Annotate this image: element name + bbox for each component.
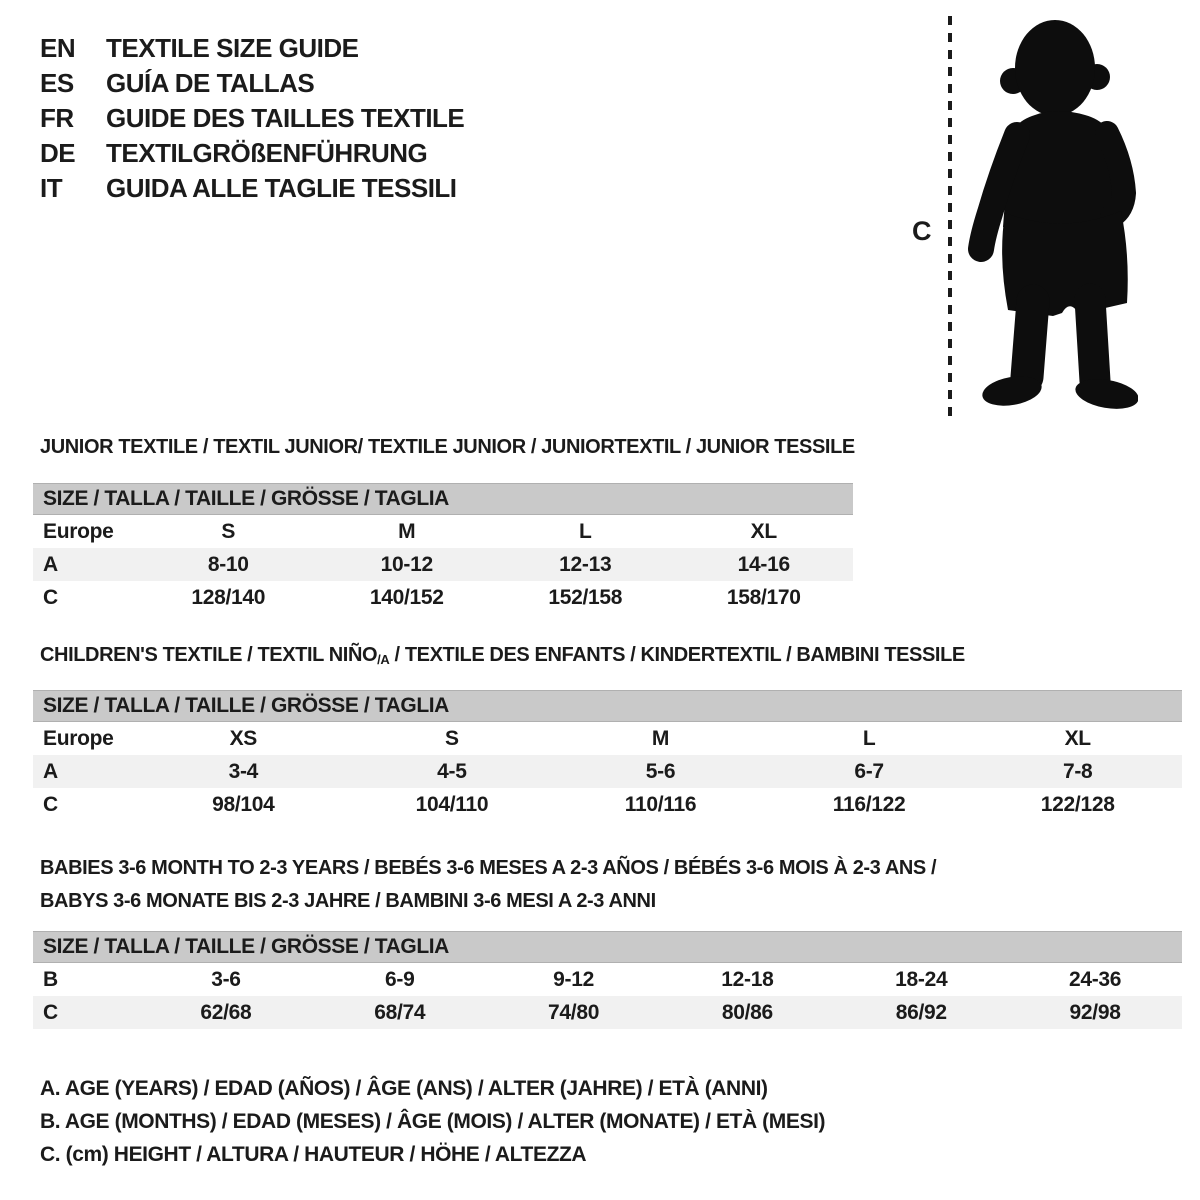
height-cell: 74/80 xyxy=(548,1000,600,1024)
legend-line-c: C. (cm) HEIGHT / ALTURA / HAUTEUR / HÖHE / ALTEZZA xyxy=(40,1142,587,1166)
children-title-sub: /A xyxy=(377,652,390,667)
age-cell: 8-10 xyxy=(207,552,249,576)
guide-title-fr: GUIDE DES TAILLES TEXTILE xyxy=(106,103,465,133)
guide-title-es: GUÍA DE TALLAS xyxy=(106,68,315,98)
language-code: DE xyxy=(40,138,76,168)
babies-section-title xyxy=(40,852,936,918)
height-cell: 158/170 xyxy=(726,585,801,609)
table-row-europe xyxy=(33,515,853,548)
measure-label-c: C xyxy=(912,216,932,246)
row-label: C xyxy=(43,1000,58,1024)
children-title-pre: CHILDREN'S TEXTILE / TEXTIL NIÑO xyxy=(40,644,378,666)
height-cell: 104/110 xyxy=(415,792,489,816)
height-cell: 140/152 xyxy=(369,585,444,609)
size-cell: XL xyxy=(1064,726,1091,750)
guide-title-it: GUIDA ALLE TAGLIE TESSILI xyxy=(106,173,457,203)
junior-section-title: JUNIOR TEXTILE / TEXTIL JUNIOR/ TEXTILE JUNIOR / JUNIORTEXTIL / JUNIOR TESSILE xyxy=(40,436,855,458)
height-cell: 122/128 xyxy=(1040,792,1115,816)
row-label: Europe xyxy=(43,726,114,750)
size-cell: XS xyxy=(229,726,257,750)
guide-title-en: TEXTILE SIZE GUIDE xyxy=(106,33,359,63)
row-label: A xyxy=(43,759,58,783)
age-cell: 14-16 xyxy=(737,552,790,576)
table-row-height xyxy=(33,788,1182,821)
language-code: IT xyxy=(40,173,63,203)
babies-title-line2: BABYS 3-6 MONATE BIS 2-3 JAHRE / BAMBINI 3-6 MESI A 2-3 ANNI xyxy=(40,890,656,912)
table-row-height xyxy=(33,996,1182,1029)
size-table-header-label: SIZE / TALLA / TAILLE / GRÖSSE / TAGLIA xyxy=(43,935,449,958)
size-cell: M xyxy=(398,519,416,543)
months-cell: 6-9 xyxy=(385,967,415,991)
language-row-fr xyxy=(40,101,464,136)
table-row-months xyxy=(33,963,1182,996)
language-row-it xyxy=(40,171,464,206)
table-row-europe xyxy=(33,722,1182,755)
age-cell: 6-7 xyxy=(854,759,884,783)
babies-title-line1: BABIES 3-6 MONTH TO 2-3 YEARS / BEBÉS 3-6 MESES A 2-3 AÑOS / BÉBÉS 3-6 MOIS À 2-3 ANS / xyxy=(40,857,937,879)
age-cell: 4-5 xyxy=(437,759,467,783)
children-section-title xyxy=(40,644,965,667)
language-row-en xyxy=(40,31,464,66)
height-cell: 116/122 xyxy=(832,792,906,816)
children-size-table xyxy=(33,690,1182,821)
language-code: FR xyxy=(40,103,74,133)
junior-size-table xyxy=(33,483,853,614)
age-cell: 7-8 xyxy=(1062,759,1093,783)
row-label: C xyxy=(43,585,58,609)
measurement-legend xyxy=(40,1072,825,1171)
row-label: B xyxy=(43,967,58,991)
months-cell: 24-36 xyxy=(1068,967,1122,991)
height-cell: 80/86 xyxy=(721,1000,773,1024)
language-row-de xyxy=(40,136,464,171)
age-cell: 3-4 xyxy=(228,759,259,783)
size-cell: S xyxy=(221,519,236,543)
language-code: ES xyxy=(40,68,74,98)
row-label: A xyxy=(43,552,58,576)
size-table-header xyxy=(33,483,853,515)
age-cell: 5-6 xyxy=(645,759,676,783)
height-cell: 62/68 xyxy=(200,1000,252,1024)
table-row-age xyxy=(33,755,1182,788)
size-table-header-label: SIZE / TALLA / TAILLE / GRÖSSE / TAGLIA xyxy=(43,694,449,717)
age-cell: 10-12 xyxy=(380,552,433,576)
size-table-header xyxy=(33,690,1182,722)
legend-line-a: A. AGE (YEARS) / EDAD (AÑOS) / ÂGE (ANS) / ALTER (JAHRE) / ETÀ (ANNI) xyxy=(40,1076,768,1100)
height-cell: 128/140 xyxy=(191,585,266,609)
guide-title-de: TEXTILGRÖßENFÜHRUNG xyxy=(106,138,428,168)
children-title-post: / TEXTILE DES ENFANTS / KINDERTEXTIL / BAMBINI TESSILE xyxy=(389,644,965,666)
height-cell: 110/116 xyxy=(624,792,697,816)
row-label: Europe xyxy=(43,519,114,543)
height-measure-line xyxy=(948,16,952,416)
table-row-height xyxy=(33,581,853,614)
months-cell: 3-6 xyxy=(211,967,241,991)
language-row-es xyxy=(40,66,464,101)
height-cell: 68/74 xyxy=(374,1000,426,1024)
months-cell: 18-24 xyxy=(895,967,948,991)
legend-line-b: B. AGE (MONTHS) / EDAD (MESES) / ÂGE (MOIS) / ALTER (MONATE) / ETÀ (MESI) xyxy=(40,1109,826,1133)
months-cell: 9-12 xyxy=(553,967,594,991)
size-cell: L xyxy=(578,519,592,543)
height-cell: 86/92 xyxy=(895,1000,947,1024)
age-cell: 12-13 xyxy=(559,552,612,576)
row-label: C xyxy=(43,792,58,816)
size-cell: M xyxy=(651,726,670,750)
size-cell: XL xyxy=(750,519,777,543)
table-row-age xyxy=(33,548,853,581)
size-cell: S xyxy=(445,726,459,750)
size-table-header-label: SIZE / TALLA / TAILLE / GRÖSSE / TAGLIA xyxy=(43,487,449,510)
height-cell: 152/158 xyxy=(548,585,623,609)
size-table-header xyxy=(33,931,1182,963)
height-cell: 92/98 xyxy=(1069,1000,1121,1024)
toddler-silhouette-icon xyxy=(963,15,1138,420)
language-code: EN xyxy=(40,33,76,63)
babies-size-table xyxy=(33,931,1182,1029)
months-cell: 12-18 xyxy=(721,967,774,991)
height-cell: 98/104 xyxy=(212,792,275,816)
size-cell: L xyxy=(862,726,876,750)
language-title-list xyxy=(40,31,464,206)
